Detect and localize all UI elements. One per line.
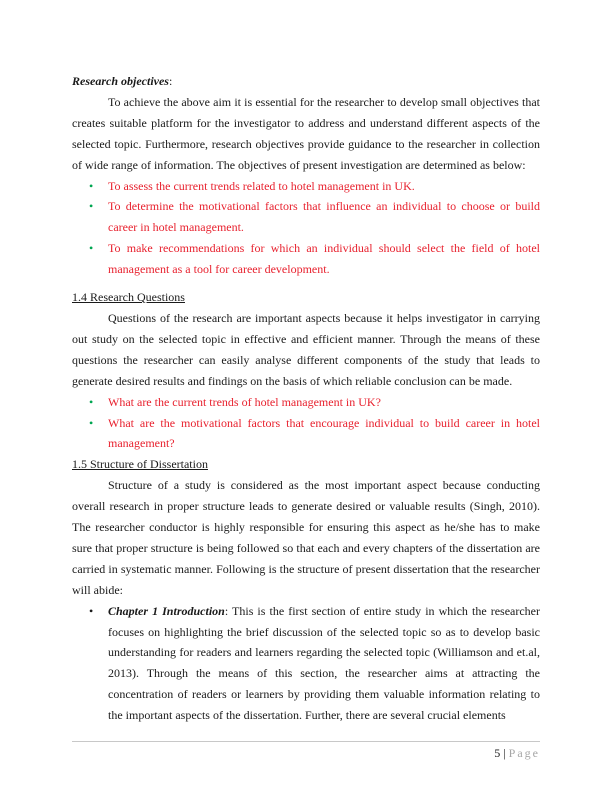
list-item: • To determine the motivational factors that influence an individual to choose or build career in hotel management. [72,196,540,238]
questions-list [72,392,540,455]
page-number: 5 | Page [494,746,540,760]
bullet-icon: • [89,199,94,214]
structure-heading: 1.5 Structure of Dissertation [72,457,208,472]
questions-heading: 1.4 Research Questions [72,290,185,305]
objectives-paragraph: To achieve the above aim it is essential for the researcher to develop small objectives that creates suitable platform for the investigator to address and understand different aspects of the selected topic. Furthermore, research objectives provide guidance to the researcher in collection of wide range of information. The objectives of present investigation are determined as below: [72,94,540,172]
footer-divider [72,741,540,742]
list-item: • What are the current trends of hotel management in UK? [72,392,540,413]
bullet-icon: • [89,241,94,256]
bullet-icon: • [89,415,94,430]
questions-paragraph: Questions of the research are important aspects because it helps investigator in carrying out study on the selected topic in effective and efficient manner. Through the means of these questions the researcher can easily analyse different components of the study that leads to generate desired results and findings on the basis of which reliable conclusion can be made. [72,310,540,388]
list-item: • Chapter 1 Introduction: This is the first section of entire study in which the researcher focuses on highlighting the brief discussion of the selected topic so as to develop basic understanding for readers and learners regarding the selected topic (Williamson and et.al, 2013). Through the means of this section, the researcher aims at attracting the concentration of readers or learners by providing them valuable information relating to the important aspects of the dissertation. Further, there are several crucial elements [72,601,540,726]
bullet-icon: • [89,394,94,409]
objectives-list [72,176,540,281]
structure-list [72,601,540,726]
structure-paragraph: Structure of a study is considered as the most important aspect because conducting overall research in proper structure leads to generate desired or valuable results (Singh, 2010). The researcher conductor is highly responsible for ensuring this aspect as he/she has to make sure that proper structure is being followed so that each and every chapters of the dissertation are carried in systematic manner. Following is the structure of present dissertation that the researcher will abide: [72,478,540,597]
bullet-icon: • [89,603,94,618]
objectives-heading: Research objectives: [72,74,173,88]
list-item: • To assess the current trends related to hotel management in UK. [72,176,540,197]
list-item: • To make recommendations for which an individual should select the field of hotel management as a tool for career development. [72,238,540,280]
page-content [72,71,540,726]
list-item: • What are the motivational factors that encourage individual to build career in hotel management? [72,413,540,455]
bullet-icon: • [89,178,94,193]
